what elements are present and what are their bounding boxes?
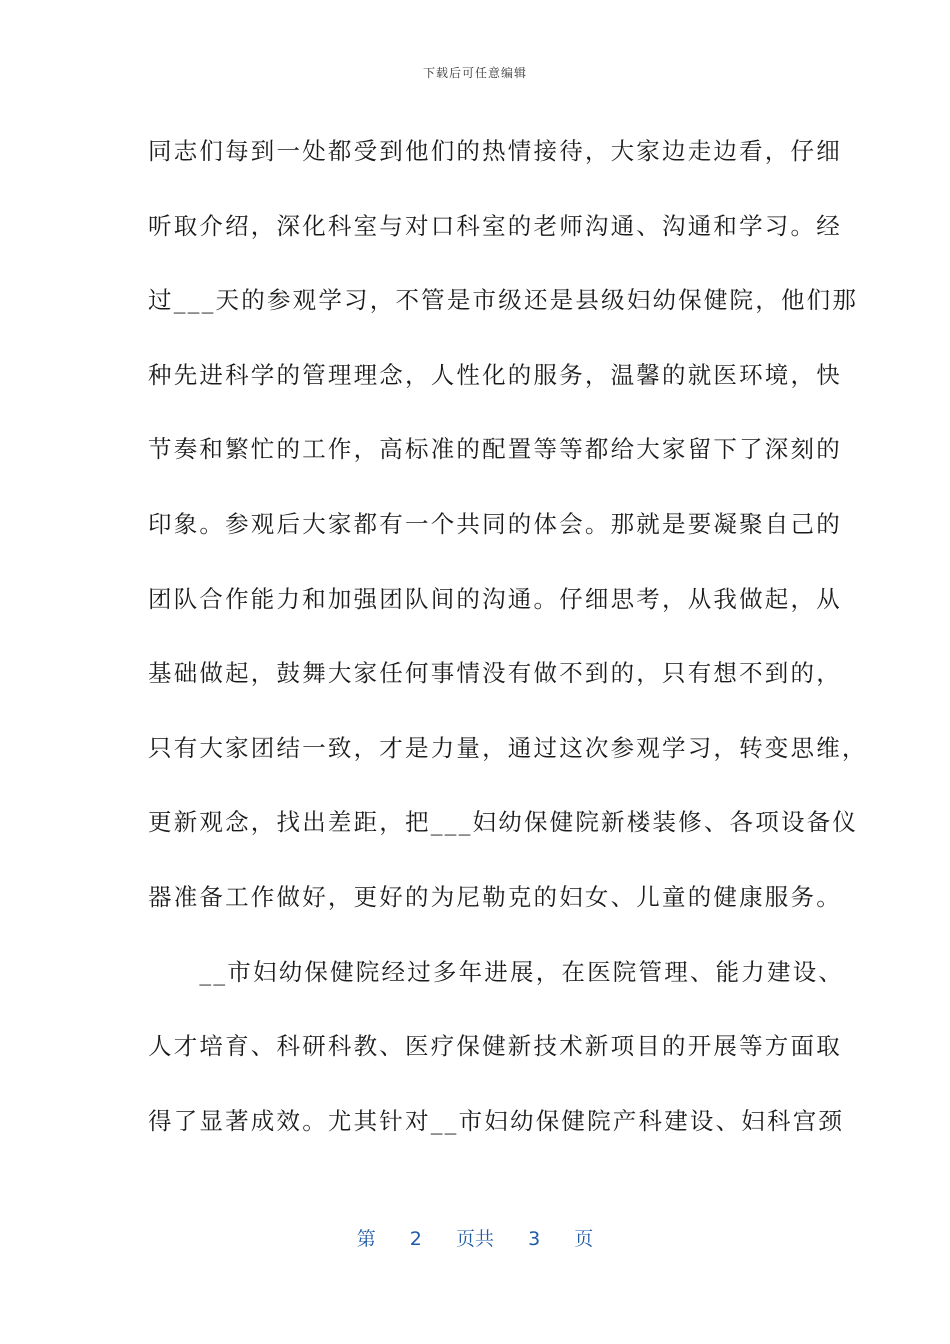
total-pages-number: 3 bbox=[528, 1228, 541, 1250]
page-header-note: 下载后可任意编辑 bbox=[422, 66, 527, 80]
body-line: 团队合作能力和加强团队间的沟通。仔细思考，从我做起，从 bbox=[148, 584, 842, 613]
page-footer bbox=[0, 1224, 950, 1251]
body-line: 更新观念，找出差距，把___妇幼保健院新楼装修、各项设备仪 bbox=[148, 808, 859, 837]
body-line: __市妇幼保健院经过多年进展，在医院管理、能力建设、 bbox=[148, 957, 845, 986]
current-page-number: 2 bbox=[409, 1228, 422, 1250]
page-number-prefix: 第 bbox=[356, 1228, 376, 1250]
body-line: 基础做起，鼓舞大家任何事情没有做不到的，只有想不到的， bbox=[148, 659, 842, 688]
body-line: 同志们每到一处都受到他们的热情接待，大家边走边看，仔细 bbox=[148, 137, 842, 165]
body-line: 听取介绍，深化科室与对口科室的老师沟通、沟通和学习。经 bbox=[148, 211, 842, 240]
body-line: 只有大家团结一致，才是力量，通过这次参观学习，转变思维， bbox=[148, 733, 868, 762]
page-number-suffix: 页 bbox=[574, 1228, 594, 1250]
body-line: 得了显著成效。尤其针对__市妇幼保健院产科建设、妇科宫颈 bbox=[148, 1106, 845, 1135]
body-line: 人才培育、科研科教、医疗保健新技术新项目的开展等方面取 bbox=[148, 1032, 842, 1061]
document-body bbox=[148, 114, 868, 1158]
body-line: 器准备工作做好，更好的为尼勒克的妇女、儿童的健康服务。 bbox=[148, 882, 842, 911]
body-line: 印象。参观后大家都有一个共同的体会。那就是要凝聚自己的 bbox=[148, 509, 842, 538]
body-line: 节奏和繁忙的工作，高标准的配置等等都给大家留下了深刻的 bbox=[148, 435, 842, 464]
body-line: 过___天的参观学习，不管是市级还是县级妇幼保健院，他们那 bbox=[148, 286, 859, 315]
body-line: 种先进科学的管理理念，人性化的服务，温馨的就医环境，快 bbox=[148, 360, 842, 389]
page-number-middle: 页共 bbox=[455, 1228, 494, 1250]
